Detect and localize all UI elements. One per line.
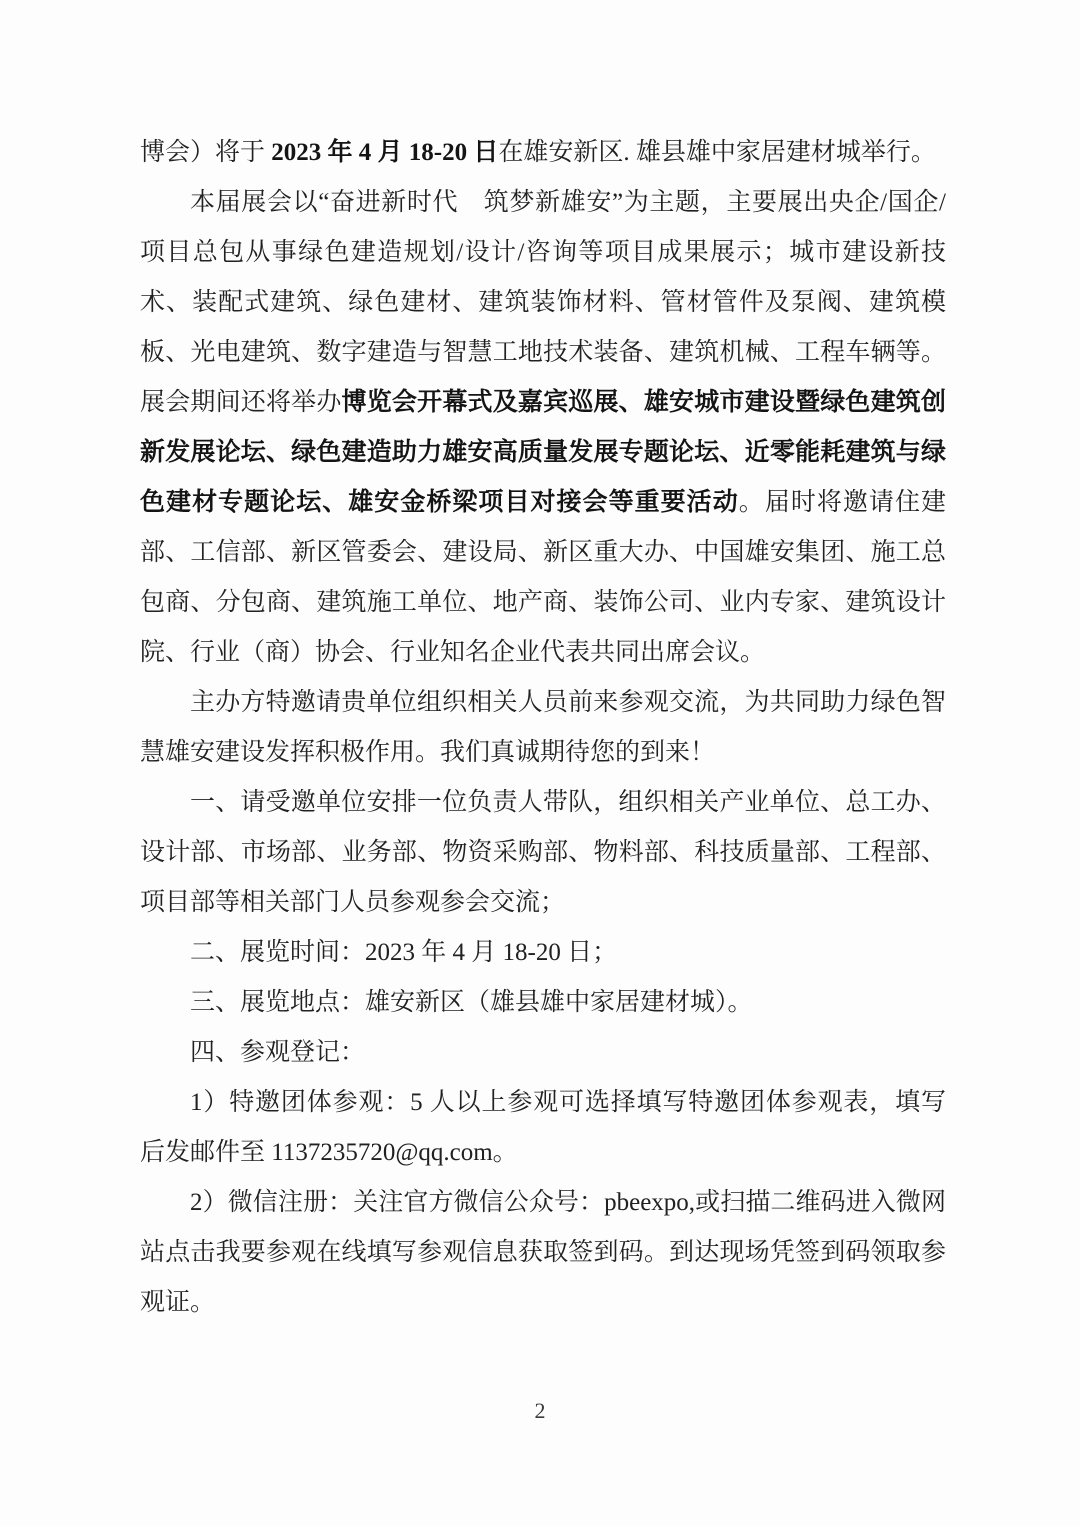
sub-item-2-wechat-registration bbox=[140, 1178, 946, 1328]
item-1-delegation bbox=[140, 778, 946, 928]
text-run: 2）微信注册：关注官方微信公众号：pbeexpo,或扫描二维码进入微网站点击我要参观在线填写参观信息获取签到码。到达现场凭签到码领取参观证。 bbox=[140, 1189, 946, 1316]
bold-events-run: 博览会开幕式及嘉宾巡展、雄安城市建设暨绿色建筑创新发展论坛、绿色建造助力雄安高质量发展专题论坛、近零能耗建筑与绿色建材专题论坛、雄安金桥梁项目对接会等重要活动 bbox=[140, 389, 946, 516]
text-run: 主办方特邀请贵单位组织相关人员前来参观交流，为共同助力绿色智慧雄安建设发挥积极作用。我们真诚期待您的到来！ bbox=[140, 689, 946, 766]
text-run: 博会）将于 bbox=[140, 139, 272, 166]
text-run: 二、展览时间：2023 年 4 月 18-20 日； bbox=[190, 939, 618, 966]
text-run: 一、请受邀单位安排一位负责人带队，组织相关产业单位、总工办、设计部、市场部、业务部、物资采购部、物料部、科技质量部、工程部、项目部等相关部门人员参观参会交流； bbox=[140, 789, 946, 916]
page-number: 2 bbox=[534, 1398, 546, 1423]
text-run: 本届展会以“奋进新时代 筑梦新雄安”为主题，主要展出央企/国企/项目总包从事绿色建造规划/设计/咨询等项目成果展示；城市建设新技术、装配式建筑、绿色建材、建筑装饰材料、管材管件及泵阀、建筑模板、光电建筑、数字建造与智慧工地技术装备、建筑机械、工程车辆等。展会期间还将举办 bbox=[140, 189, 946, 416]
document-body bbox=[140, 128, 946, 1328]
text-run: 。届时将邀请住建部、工信部、新区管委会、建设局、新区重大办、中国雄安集团、施工总包商、分包商、建筑施工单位、地产商、装饰公司、业内专家、建筑设计院、行业（商）协会、行业知名企业代表共同出席会议。 bbox=[140, 489, 946, 666]
item-4-registration bbox=[140, 1028, 946, 1078]
sub-item-1-group-visit bbox=[140, 1078, 946, 1178]
item-2-exhibition-time bbox=[140, 928, 946, 978]
text-run: 在雄安新区. 雄县雄中家居建材城举行。 bbox=[498, 139, 936, 166]
invitation-paragraph bbox=[140, 678, 946, 778]
theme-and-events-paragraph bbox=[140, 178, 946, 678]
continuation-line bbox=[140, 128, 946, 178]
text-run: 四、参观登记： bbox=[190, 1039, 366, 1066]
text-run: 三、展览地点：雄安新区（雄县雄中家居建材城）。 bbox=[190, 989, 753, 1016]
text-run: 1）特邀团体参观：5 人以上参观可选择填写特邀团体参观表，填写后发邮件至 1137235720@qq.com。 bbox=[140, 1089, 946, 1166]
bold-date-run: 2023 年 4 月 18-20 日 bbox=[271, 139, 499, 166]
item-3-exhibition-venue bbox=[140, 978, 946, 1028]
